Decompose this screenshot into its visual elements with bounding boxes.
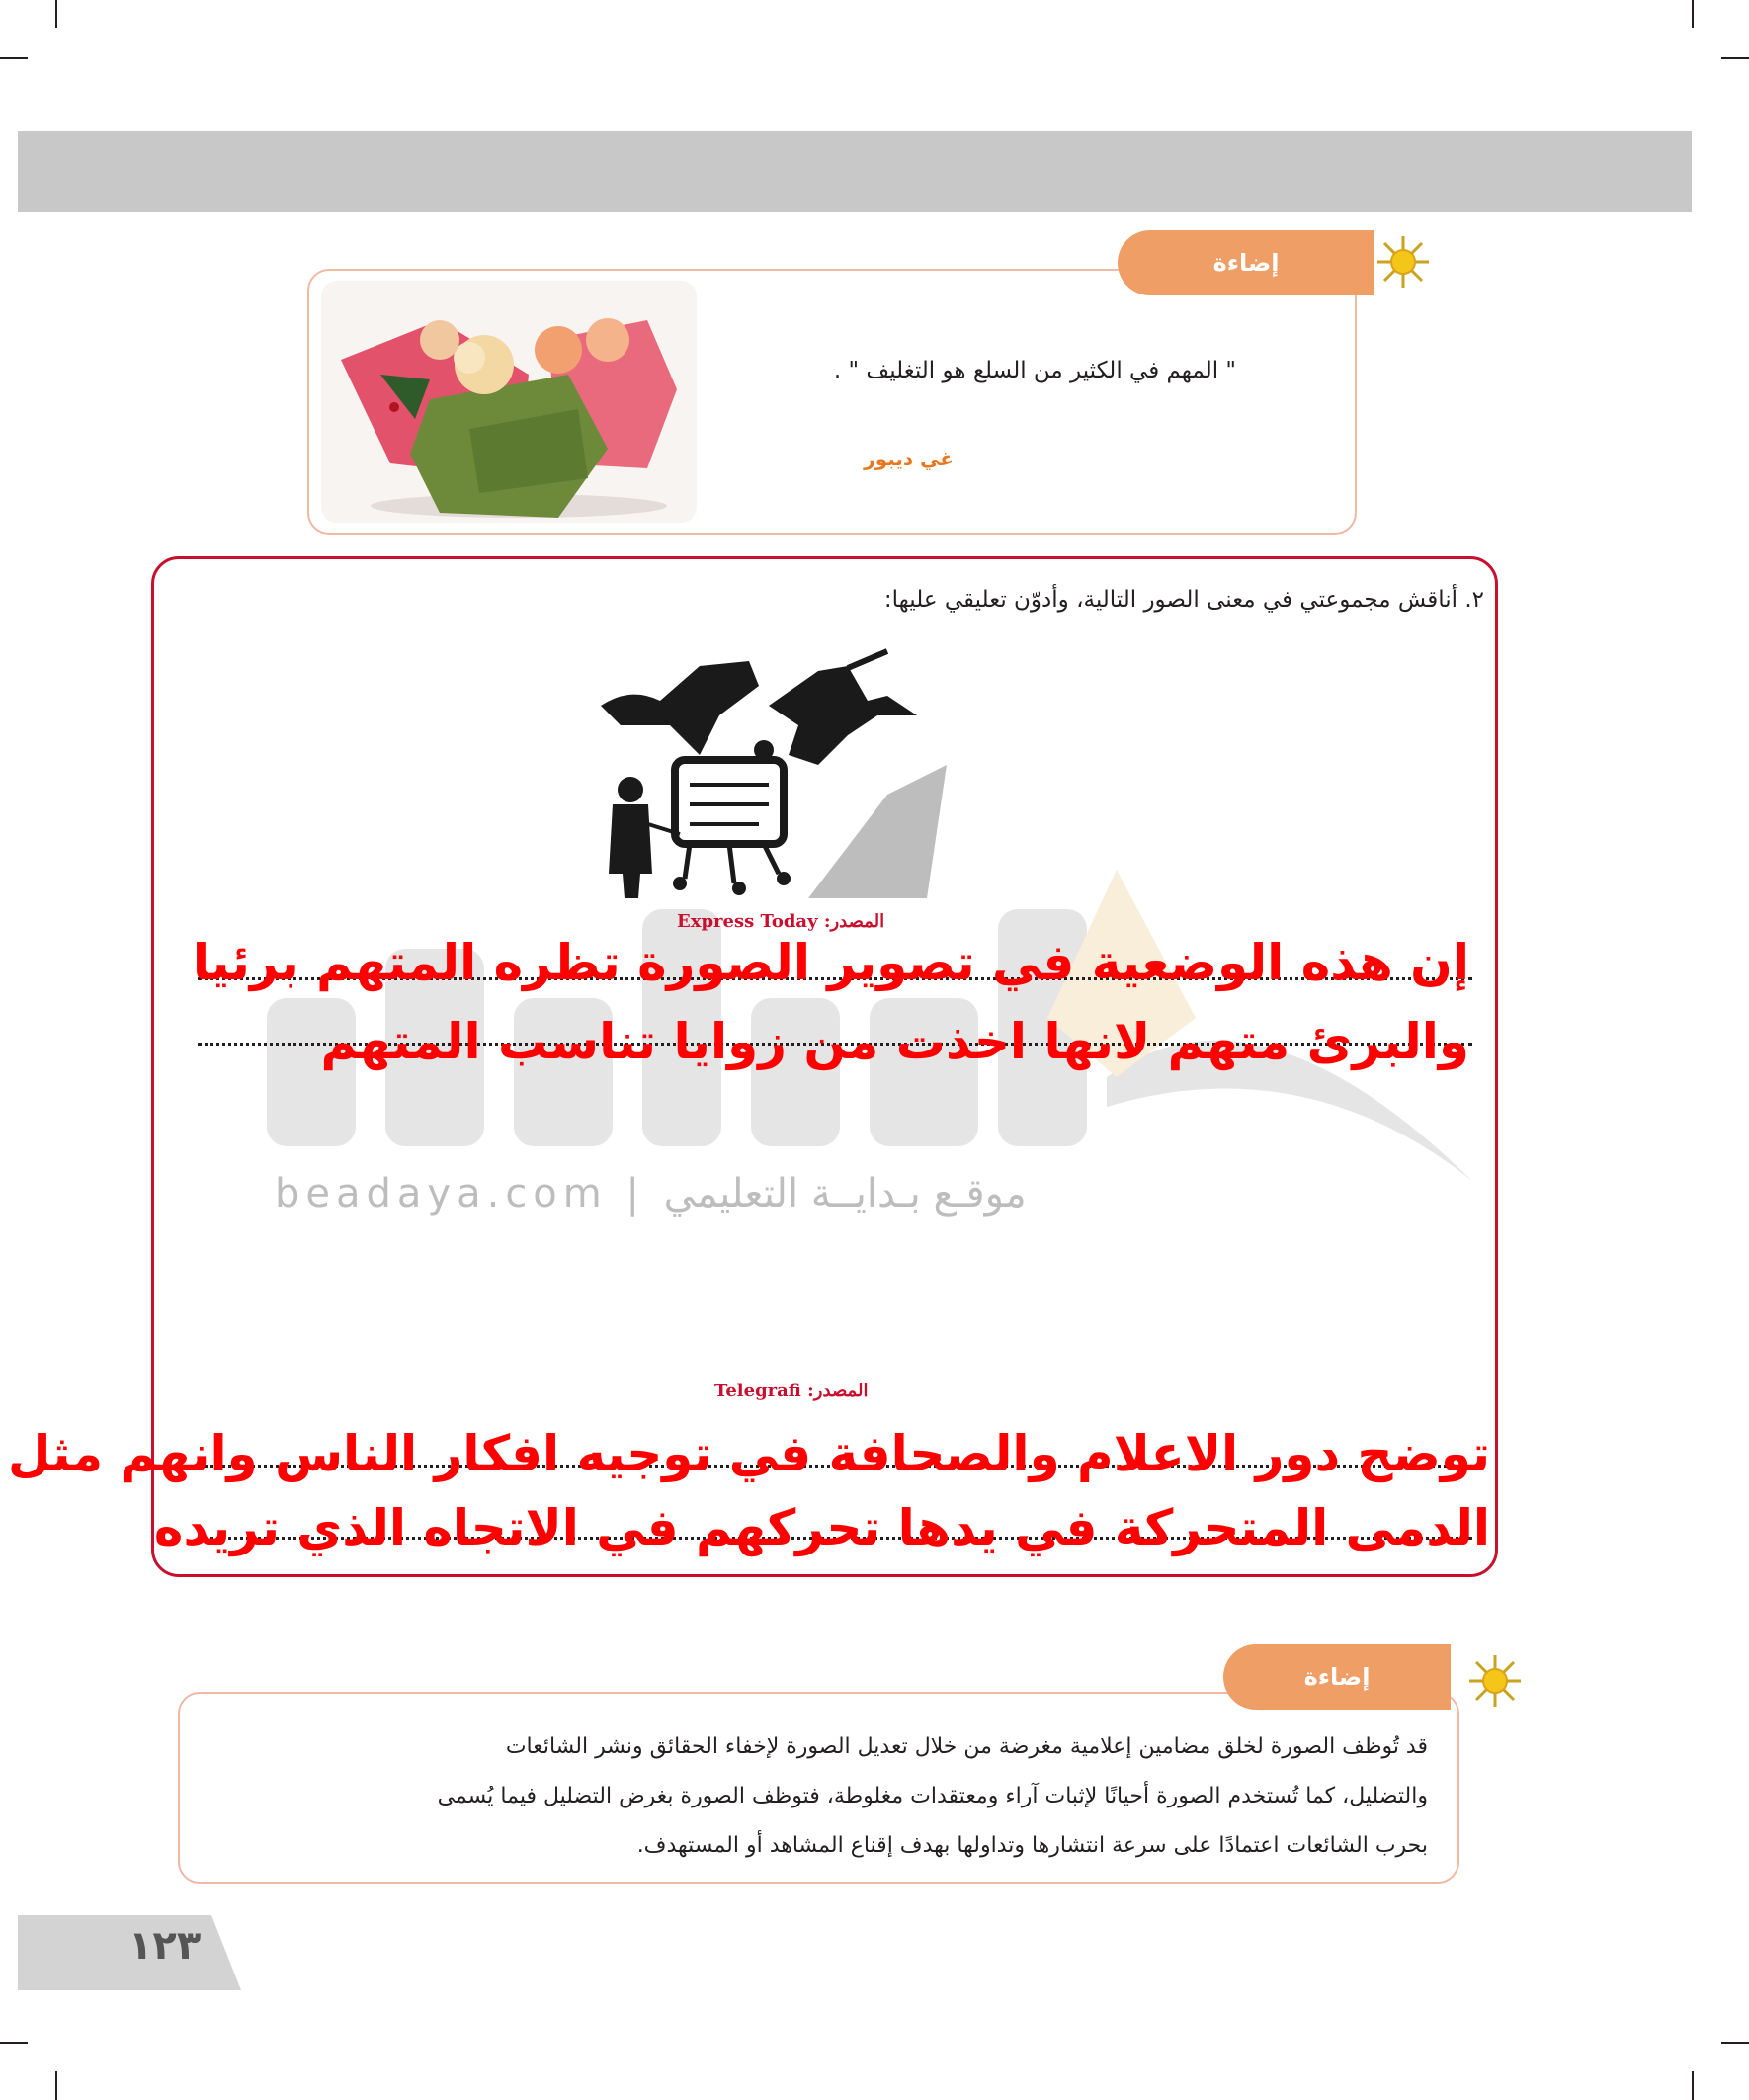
crop-mark: [1721, 57, 1749, 59]
highlight-tab: [1118, 230, 1374, 295]
crop-mark: [1692, 2071, 1694, 2100]
info-line-3: بحرب الشائعات اعتمادًا على سرعة انتشارها وتداولها بهدف إقناع المشاهد أو المستهدف.: [636, 1833, 1428, 1858]
answer-1-line-2: والبرئ متهم لانها اخذت من زوايا تناسب المتهم: [320, 1013, 1469, 1070]
crop-mark: [55, 0, 57, 28]
watermark-text: beadaya.com | موقـع بـدايــة التعليمي: [275, 1171, 1027, 1217]
answer-2-line-2: الدمى المتحركة في يدها تحركهم في الاتجاه الذي تريده: [153, 1499, 1490, 1556]
crop-mark: [0, 2042, 28, 2044]
crop-mark: [1692, 0, 1694, 28]
info-callout: [178, 1692, 1459, 1884]
sun-icon: [1375, 234, 1431, 290]
info-line-2: والتضليل، كما تُستخدم الصورة أحيانًا لإثبات آراء ومعتقدات مغلوطة، فتوظف الصورة بغرض التضليل فيما يُسمى: [437, 1784, 1428, 1808]
gift-wrap-photo: [321, 281, 697, 523]
crop-mark: [55, 2071, 57, 2100]
quote-callout: [307, 269, 1357, 535]
highlight-tab-label: إضاءة: [1212, 249, 1280, 277]
info-line-1: قد تُوظف الصورة لخلق مضامين إعلامية مغرضة من خلال تعديل الصورة لإخفاء الحقائق ونشر الشائعات: [505, 1734, 1428, 1759]
quote-author: غي ديبور: [864, 447, 954, 470]
media-cartoon-image: [591, 646, 1043, 898]
highlight-tab: [1223, 1644, 1451, 1710]
page-number: ١٢٣: [128, 1923, 202, 1969]
answer-2-line-1: توضح دور الاعلام والصحافة في توجيه افكار الناس وانهم مثل: [8, 1425, 1490, 1482]
activity-instruction: ٢. أناقش مجموعتي في معنى الصور التالية، وأدوّن تعليقي عليها:: [883, 587, 1484, 613]
header-band: [18, 131, 1692, 212]
answer-1-line-1: إن هذه الوضعية في تصوير الصورة تظره المتهم برئيا: [192, 934, 1469, 991]
crop-mark: [0, 57, 28, 59]
highlight-tab-label: إضاءة: [1303, 1663, 1371, 1691]
crop-mark: [1721, 2042, 1749, 2044]
quote-text: " المهم في الكثير من السلع هو التغليف " .: [833, 358, 1236, 383]
image-source-1: المصدر: Express Today: [677, 911, 885, 932]
sun-icon: [1467, 1653, 1523, 1709]
image-source-2: المصدر: Telegrafi: [714, 1381, 869, 1401]
